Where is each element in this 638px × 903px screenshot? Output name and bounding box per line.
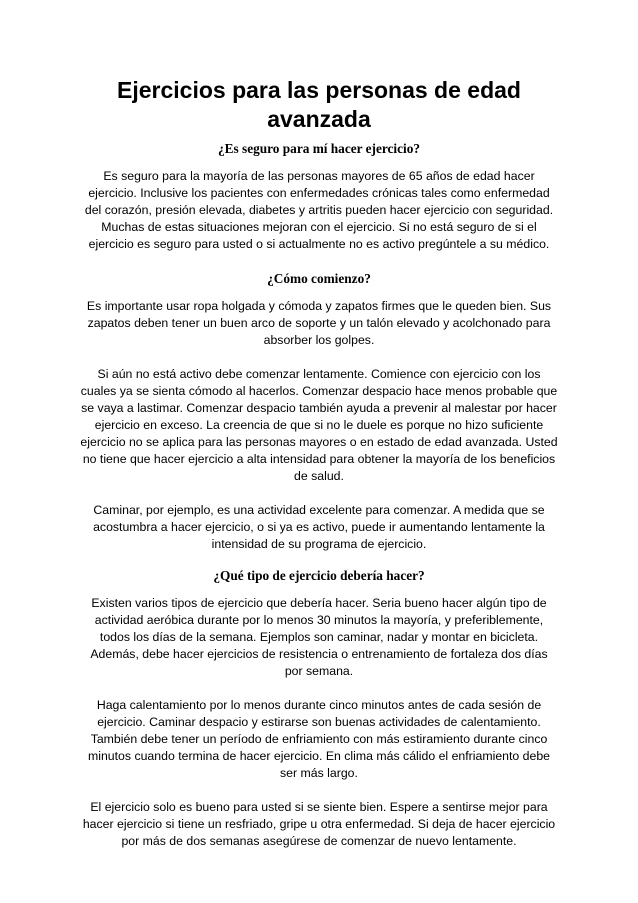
paragraph-safety: Es seguro para la mayoría de las personas mayores de 65 años de edad hacer ejercicio. Inclusive los pacientes con enfermedades crónicas tales como enfermedad del corazón, presión elevada, diabetes y artritis pueden hacer ejercicio con seguridad. Muchas de estas situaciones mejoran con el ejercicio. Si no está seguro de si el ejercicio es seguro para usted o si actualmente no es activo pregúntele a su médico. [84, 169, 554, 251]
section-heading-how-to-start: ¿Cómo comienzo? [267, 271, 371, 286]
section-heading-exercise-types: ¿Qué tipo de ejercicio debería hacer? [213, 568, 425, 583]
paragraph-walking: Caminar, por ejemplo, es una actividad excelente para comenzar. A medida que se acostumbra a hacer ejercicio, o si ya es activo, puede ir aumentando lentamente la intensidad de su programa de ejercicio. [93, 503, 545, 551]
document-page [80, 76, 558, 867]
paragraph-exercise-types: Existen varios tipos de ejercicio que debería hacer. Seria bueno hacer algún tipo de actividad aeróbica durante por lo menos 30 minutos la mayoría, y preferiblemente, todos los días de la semana. Ejemplos son caminar, nadar y montar en bicicleta. Además, debe hacer ejercicios de resistencia o entrenamiento de fortaleza dos días por semana. [90, 596, 548, 678]
section-exercise-types [84, 567, 554, 850]
section-is-it-safe [84, 140, 554, 253]
paragraph-clothing: Es importante usar ropa holgada y cómoda y zapatos firmes que le queden bien. Sus zapatos deben tener un buen arco de soporte y un talón elevado y acolchonado para absorber los golpes. [86, 299, 552, 347]
section-how-to-start [80, 270, 558, 553]
paragraph-feel-well: El ejercicio solo es bueno para usted si se siente bien. Espere a sentirse mejor para hacer ejercicio si tiene un resfriado, gripe u otra enfermedad. Si deja de hacer ejercicio por más de dos semanas asegúrese de comenzar de nuevo lentamente. [82, 800, 556, 848]
paragraph-warmup: Haga calentamiento por lo menos durante cinco minutos antes de cada sesión de ejercicio. Caminar despacio y estirarse son buenas actividades de calentamiento. También debe tener un período de enfriamiento con más estiramiento durante cinco minutos cuando termina de hacer ejercicio. En clima más cálido el enfriamiento debe ser más largo. [87, 698, 551, 780]
paragraph-start-slowly: Si aún no está activo debe comenzar lentamente. Comience con ejercicio con los cuales ya se sienta cómodo al hacerlos. Comenzar despacio hace menos probable que se vaya a lastimar. Comenzar despacio también ayuda a prevenir al malestar por hacer ejercicio en exceso. La creencia de que si no le duele es porque no hizo suficiente ejercicio no se aplica para las personas mayores o en estado de edad avanzada. Usted no tiene que hacer ejercicio a alta intensidad para obtener la mayoría de los beneficios de salud. [80, 367, 558, 483]
document-title: Ejercicios para las personas de edad avanzada [117, 77, 521, 132]
section-heading-is-it-safe: ¿Es seguro para mí hacer ejercicio? [218, 141, 420, 156]
